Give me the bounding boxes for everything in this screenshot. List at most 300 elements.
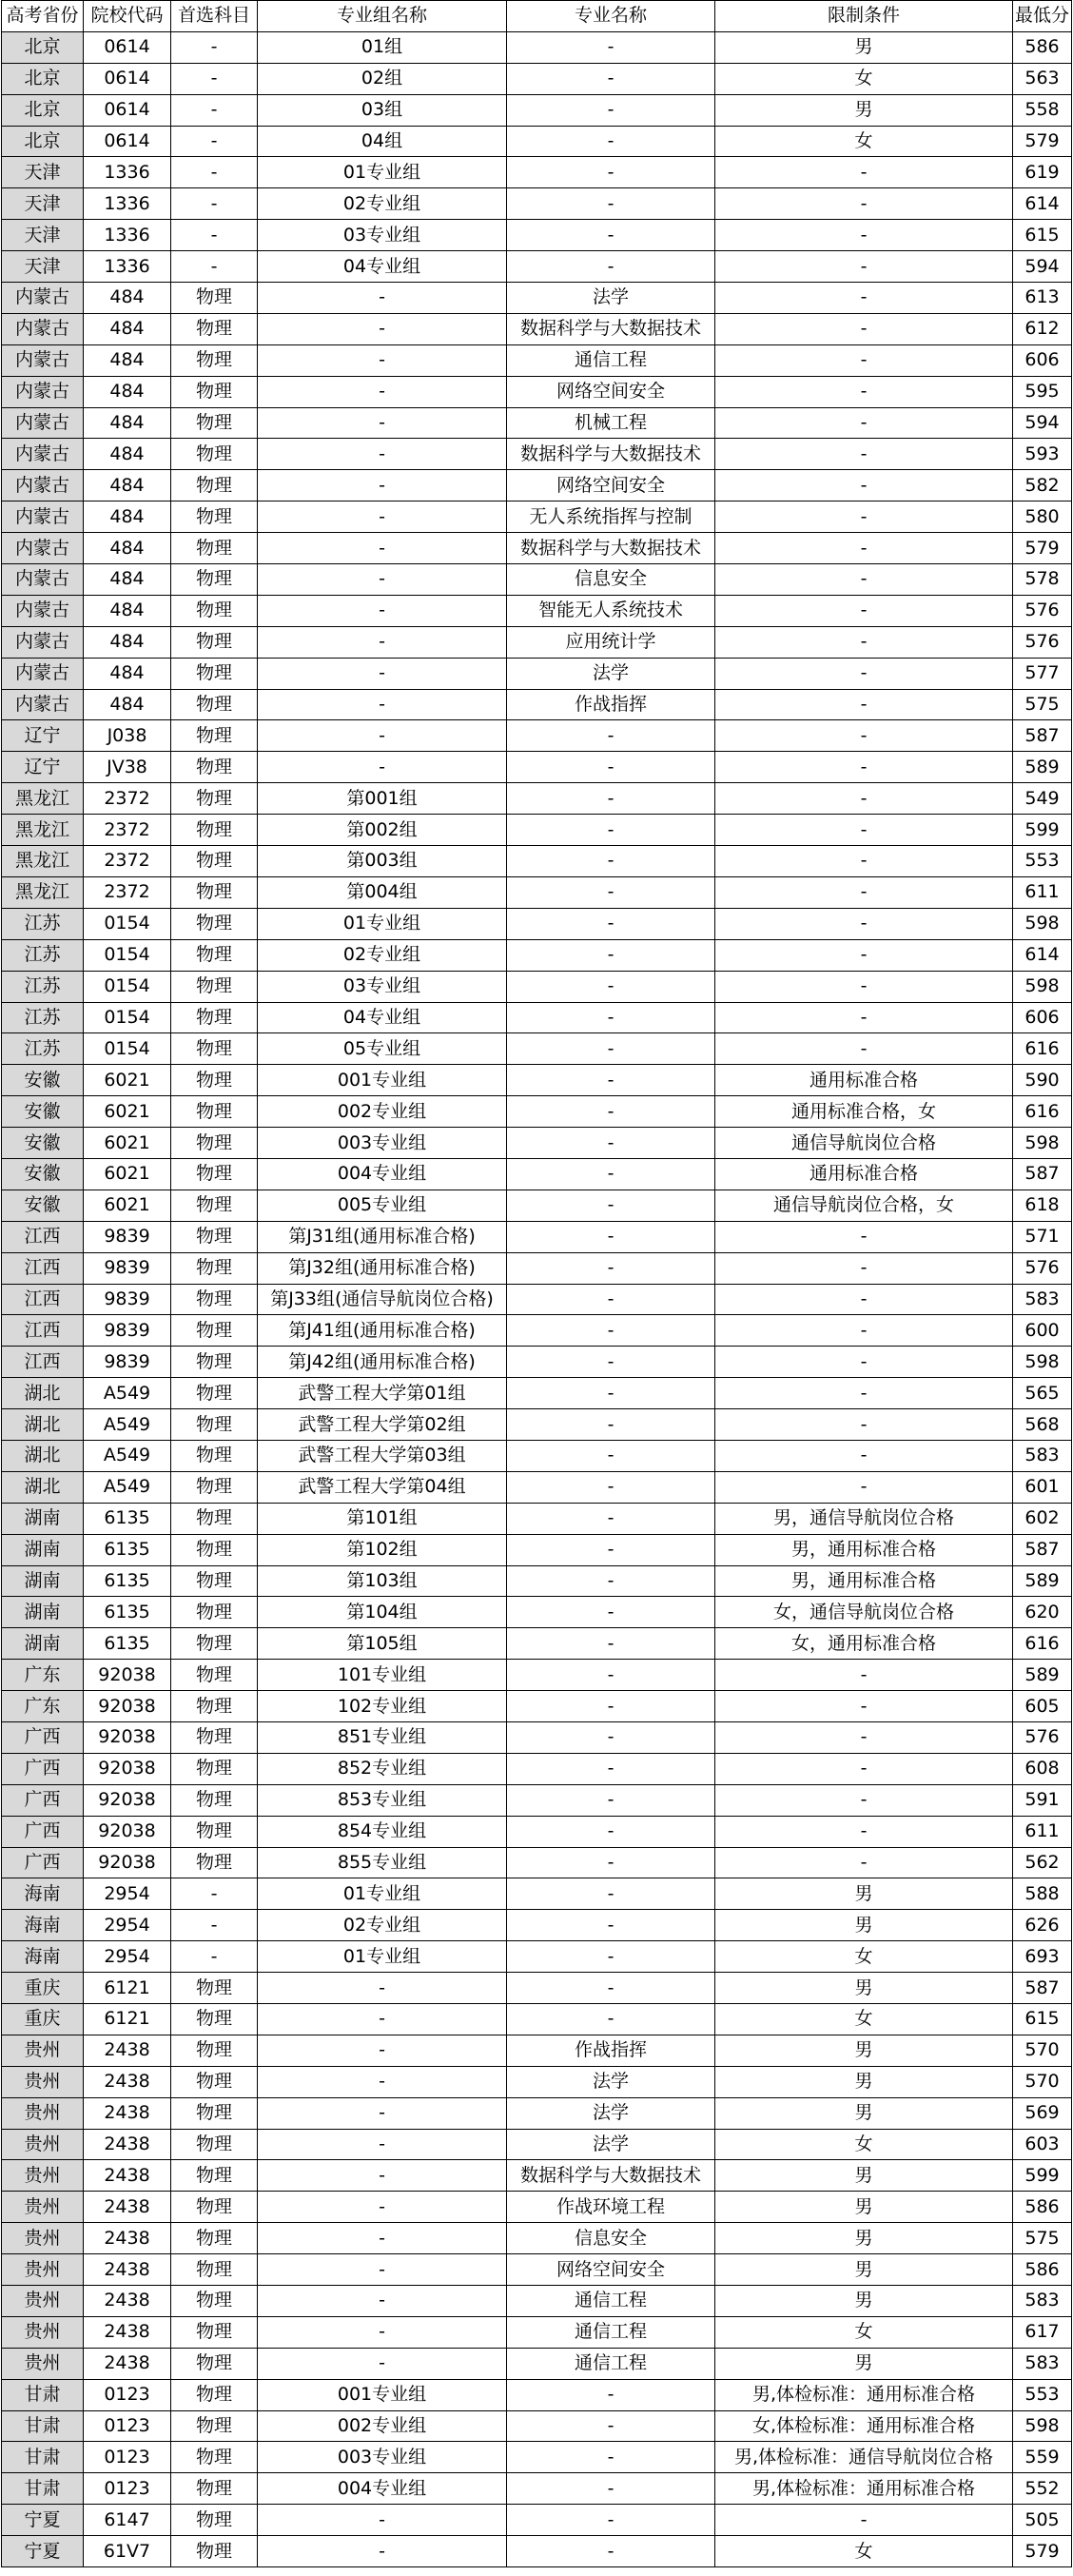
province-cell: 广西 bbox=[2, 1721, 84, 1753]
min-score-cell: 580 bbox=[1013, 501, 1072, 533]
restriction-cell: 通信导航岗位合格，女 bbox=[715, 1190, 1013, 1221]
major-name-cell: - bbox=[507, 1784, 715, 1816]
restriction-cell: - bbox=[715, 564, 1013, 596]
subject-cell: 物理 bbox=[171, 626, 258, 658]
subject-cell: 物理 bbox=[171, 783, 258, 815]
restriction-cell: - bbox=[715, 1284, 1013, 1315]
group-name-cell: 第003组 bbox=[258, 846, 507, 877]
table-row bbox=[2, 1628, 1072, 1660]
major-name-cell: - bbox=[507, 1628, 715, 1660]
min-score-cell: 553 bbox=[1013, 846, 1072, 877]
min-score-cell: 626 bbox=[1013, 1910, 1072, 1941]
group-name-cell: - bbox=[258, 564, 507, 596]
restriction-cell: 女 bbox=[715, 2004, 1013, 2035]
subject-cell: 物理 bbox=[171, 2442, 258, 2473]
restriction-cell: 男 bbox=[715, 2097, 1013, 2129]
table-row bbox=[2, 344, 1072, 376]
school-code-cell: 92038 bbox=[84, 1721, 171, 1753]
min-score-cell: 598 bbox=[1013, 908, 1072, 939]
subject-cell: 物理 bbox=[171, 376, 258, 407]
header-row bbox=[2, 1, 1072, 32]
restriction-cell: 男 bbox=[715, 2160, 1013, 2192]
subject-cell: 物理 bbox=[171, 1378, 258, 1409]
min-score-cell: 601 bbox=[1013, 1471, 1072, 1503]
restriction-cell: - bbox=[715, 1252, 1013, 1284]
province-cell: 安徽 bbox=[2, 1096, 84, 1128]
province-cell: 湖北 bbox=[2, 1440, 84, 1471]
major-name-cell: 网络空间安全 bbox=[507, 470, 715, 501]
subject-cell: 物理 bbox=[171, 1065, 258, 1096]
min-score-cell: 591 bbox=[1013, 1784, 1072, 1816]
province-cell: 贵州 bbox=[2, 2129, 84, 2160]
min-score-cell: 619 bbox=[1013, 157, 1072, 188]
min-score-cell: 587 bbox=[1013, 1534, 1072, 1565]
major-name-cell: 信息安全 bbox=[507, 2223, 715, 2254]
major-name-cell: - bbox=[507, 1284, 715, 1315]
subject-cell: 物理 bbox=[171, 1721, 258, 1753]
restriction-cell: - bbox=[715, 908, 1013, 939]
school-code-cell: 6021 bbox=[84, 1065, 171, 1096]
score-table bbox=[1, 0, 1072, 2567]
major-name-cell: - bbox=[507, 783, 715, 815]
group-name-cell: 002专业组 bbox=[258, 2410, 507, 2442]
school-code-cell: 61V7 bbox=[84, 2536, 171, 2567]
table-row bbox=[2, 1565, 1072, 1597]
school-code-cell: 484 bbox=[84, 407, 171, 439]
min-score-cell: 588 bbox=[1013, 1878, 1072, 1910]
school-code-cell: 6021 bbox=[84, 1190, 171, 1221]
min-score-cell: 598 bbox=[1013, 971, 1072, 1002]
table-row bbox=[2, 1534, 1072, 1565]
restriction-cell: - bbox=[715, 971, 1013, 1002]
school-code-cell: 6021 bbox=[84, 1128, 171, 1159]
province-cell: 贵州 bbox=[2, 2066, 84, 2097]
school-code-cell: 0614 bbox=[84, 94, 171, 126]
school-code-cell: 6121 bbox=[84, 1973, 171, 2004]
group-name-cell: 003专业组 bbox=[258, 1128, 507, 1159]
subject-cell: 物理 bbox=[171, 1753, 258, 1784]
major-name-cell: 无人系统指挥与控制 bbox=[507, 501, 715, 533]
group-name-cell: - bbox=[258, 2035, 507, 2066]
subject-cell: - bbox=[171, 251, 258, 283]
major-name-cell: - bbox=[507, 1565, 715, 1597]
subject-cell: 物理 bbox=[171, 2536, 258, 2567]
province-cell: 宁夏 bbox=[2, 2505, 84, 2536]
province-cell: 内蒙古 bbox=[2, 376, 84, 407]
restriction-cell: - bbox=[715, 188, 1013, 220]
min-score-cell: 599 bbox=[1013, 815, 1072, 846]
group-name-cell: 02专业组 bbox=[258, 188, 507, 220]
table-row bbox=[2, 1033, 1072, 1065]
province-cell: 甘肃 bbox=[2, 2379, 84, 2410]
table-row bbox=[2, 94, 1072, 126]
school-code-cell: 92038 bbox=[84, 1847, 171, 1878]
group-name-cell: 001专业组 bbox=[258, 1065, 507, 1096]
major-name-cell: - bbox=[507, 1721, 715, 1753]
table-row bbox=[2, 1252, 1072, 1284]
school-code-cell: 0123 bbox=[84, 2410, 171, 2442]
major-name-cell: 通信工程 bbox=[507, 2286, 715, 2317]
subject-cell: 物理 bbox=[171, 752, 258, 783]
restriction-cell: - bbox=[715, 501, 1013, 533]
table-row bbox=[2, 2129, 1072, 2160]
subject-cell: 物理 bbox=[171, 2129, 258, 2160]
restriction-cell: - bbox=[715, 1721, 1013, 1753]
min-score-cell: 618 bbox=[1013, 1190, 1072, 1221]
restriction-cell: 通信导航岗位合格 bbox=[715, 1128, 1013, 1159]
major-name-cell: - bbox=[507, 2505, 715, 2536]
min-score-cell: 583 bbox=[1013, 1284, 1072, 1315]
province-cell: 内蒙古 bbox=[2, 595, 84, 626]
subject-cell: 物理 bbox=[171, 939, 258, 971]
restriction-cell: 女 bbox=[715, 2129, 1013, 2160]
school-code-cell: 0614 bbox=[84, 63, 171, 94]
school-code-cell: 1336 bbox=[84, 157, 171, 188]
min-score-cell: 563 bbox=[1013, 63, 1072, 94]
group-name-cell: - bbox=[258, 344, 507, 376]
school-code-cell: 484 bbox=[84, 313, 171, 344]
school-code-cell: 2438 bbox=[84, 2348, 171, 2379]
province-cell: 内蒙古 bbox=[2, 470, 84, 501]
group-name-cell: 01专业组 bbox=[258, 157, 507, 188]
major-name-cell: - bbox=[507, 908, 715, 939]
school-code-cell: 0154 bbox=[84, 908, 171, 939]
table-row bbox=[2, 1471, 1072, 1503]
province-cell: 江西 bbox=[2, 1221, 84, 1252]
subject-cell: 物理 bbox=[171, 1158, 258, 1190]
min-score-cell: 583 bbox=[1013, 1440, 1072, 1471]
restriction-cell: 男 bbox=[715, 1878, 1013, 1910]
province-cell: 贵州 bbox=[2, 2160, 84, 2192]
major-name-cell: 法学 bbox=[507, 2129, 715, 2160]
min-score-cell: 589 bbox=[1013, 1660, 1072, 1691]
province-cell: 江西 bbox=[2, 1252, 84, 1284]
restriction-cell: 男 bbox=[715, 2254, 1013, 2286]
province-cell: 江苏 bbox=[2, 908, 84, 939]
restriction-cell: - bbox=[715, 313, 1013, 344]
restriction-cell: - bbox=[715, 783, 1013, 815]
table-row bbox=[2, 1128, 1072, 1159]
major-name-cell: - bbox=[507, 1847, 715, 1878]
group-name-cell: 第104组 bbox=[258, 1597, 507, 1628]
table-row bbox=[2, 533, 1072, 564]
province-cell: 天津 bbox=[2, 220, 84, 251]
min-score-cell: 505 bbox=[1013, 2505, 1072, 2536]
subject-cell: 物理 bbox=[171, 815, 258, 846]
restriction-cell: - bbox=[715, 1002, 1013, 1033]
restriction-cell: 男，通用标准合格 bbox=[715, 1534, 1013, 1565]
min-score-cell: 598 bbox=[1013, 1128, 1072, 1159]
min-score-cell: 568 bbox=[1013, 1409, 1072, 1441]
table-row bbox=[2, 2442, 1072, 2473]
major-name-cell: - bbox=[507, 1158, 715, 1190]
major-name-cell: 数据科学与大数据技术 bbox=[507, 439, 715, 470]
group-name-cell: - bbox=[258, 1973, 507, 2004]
subject-cell: 物理 bbox=[171, 1691, 258, 1722]
table-row bbox=[2, 1597, 1072, 1628]
restriction-cell: - bbox=[715, 1378, 1013, 1409]
table-row bbox=[2, 2160, 1072, 2192]
school-code-cell: 484 bbox=[84, 376, 171, 407]
major-name-cell: 机械工程 bbox=[507, 407, 715, 439]
school-code-cell: A549 bbox=[84, 1440, 171, 1471]
group-name-cell: - bbox=[258, 2348, 507, 2379]
group-name-cell: 855专业组 bbox=[258, 1847, 507, 1878]
restriction-cell: 男 bbox=[715, 2192, 1013, 2223]
restriction-cell: - bbox=[715, 376, 1013, 407]
province-cell: 贵州 bbox=[2, 2286, 84, 2317]
province-cell: 贵州 bbox=[2, 2348, 84, 2379]
school-code-cell: A549 bbox=[84, 1409, 171, 1441]
min-score-cell: 569 bbox=[1013, 2097, 1072, 2129]
table-row bbox=[2, 595, 1072, 626]
major-name-cell: - bbox=[507, 1973, 715, 2004]
table-row bbox=[2, 658, 1072, 689]
subject-cell: 物理 bbox=[171, 2348, 258, 2379]
header-subject: 首选科目 bbox=[171, 1, 258, 32]
restriction-cell: 男 bbox=[715, 2066, 1013, 2097]
group-name-cell: 04组 bbox=[258, 126, 507, 157]
min-score-cell: 600 bbox=[1013, 1315, 1072, 1347]
header-min-score: 最低分 bbox=[1013, 1, 1072, 32]
group-name-cell: 第001组 bbox=[258, 783, 507, 815]
school-code-cell: 0154 bbox=[84, 1033, 171, 1065]
min-score-cell: 589 bbox=[1013, 752, 1072, 783]
major-name-cell: - bbox=[507, 1033, 715, 1065]
province-cell: 贵州 bbox=[2, 2223, 84, 2254]
table-row bbox=[2, 1753, 1072, 1784]
group-name-cell: - bbox=[258, 501, 507, 533]
subject-cell: 物理 bbox=[171, 720, 258, 752]
min-score-cell: 598 bbox=[1013, 2410, 1072, 2442]
table-row bbox=[2, 626, 1072, 658]
school-code-cell: 484 bbox=[84, 439, 171, 470]
table-row bbox=[2, 1378, 1072, 1409]
restriction-cell: - bbox=[715, 533, 1013, 564]
min-score-cell: 589 bbox=[1013, 1565, 1072, 1597]
table-row bbox=[2, 501, 1072, 533]
table-row bbox=[2, 313, 1072, 344]
subject-cell: 物理 bbox=[171, 2473, 258, 2505]
school-code-cell: 2954 bbox=[84, 1910, 171, 1941]
school-code-cell: 2438 bbox=[84, 2035, 171, 2066]
table-row bbox=[2, 846, 1072, 877]
restriction-cell: 男,体检标准：通信导航岗位合格 bbox=[715, 2442, 1013, 2473]
school-code-cell: J038 bbox=[84, 720, 171, 752]
school-code-cell: 2372 bbox=[84, 783, 171, 815]
restriction-cell: 通用标准合格，女 bbox=[715, 1096, 1013, 1128]
major-name-cell: 数据科学与大数据技术 bbox=[507, 2160, 715, 2192]
min-score-cell: 616 bbox=[1013, 1096, 1072, 1128]
min-score-cell: 611 bbox=[1013, 1816, 1072, 1847]
min-score-cell: 612 bbox=[1013, 313, 1072, 344]
province-cell: 贵州 bbox=[2, 2097, 84, 2129]
restriction-cell: - bbox=[715, 939, 1013, 971]
major-name-cell: - bbox=[507, 1128, 715, 1159]
table-row bbox=[2, 1973, 1072, 2004]
province-cell: 湖南 bbox=[2, 1597, 84, 1628]
restriction-cell: - bbox=[715, 251, 1013, 283]
major-name-cell: - bbox=[507, 1409, 715, 1441]
major-name-cell: - bbox=[507, 63, 715, 94]
min-score-cell: 608 bbox=[1013, 1753, 1072, 1784]
subject-cell: - bbox=[171, 188, 258, 220]
min-score-cell: 616 bbox=[1013, 1033, 1072, 1065]
province-cell: 内蒙古 bbox=[2, 689, 84, 720]
school-code-cell: 9839 bbox=[84, 1221, 171, 1252]
restriction-cell: - bbox=[715, 220, 1013, 251]
min-score-cell: 614 bbox=[1013, 939, 1072, 971]
table-row bbox=[2, 908, 1072, 939]
group-name-cell: 004专业组 bbox=[258, 1158, 507, 1190]
subject-cell: 物理 bbox=[171, 1315, 258, 1347]
restriction-cell: - bbox=[715, 1847, 1013, 1878]
subject-cell: 物理 bbox=[171, 1816, 258, 1847]
school-code-cell: 2438 bbox=[84, 2286, 171, 2317]
school-code-cell: 9839 bbox=[84, 1315, 171, 1347]
school-code-cell: A549 bbox=[84, 1378, 171, 1409]
subject-cell: 物理 bbox=[171, 2066, 258, 2097]
subject-cell: 物理 bbox=[171, 1440, 258, 1471]
min-score-cell: 583 bbox=[1013, 2286, 1072, 2317]
table-row bbox=[2, 2473, 1072, 2505]
subject-cell: 物理 bbox=[171, 2192, 258, 2223]
subject-cell: 物理 bbox=[171, 1597, 258, 1628]
group-name-cell: - bbox=[258, 2286, 507, 2317]
min-score-cell: 576 bbox=[1013, 595, 1072, 626]
province-cell: 黑龙江 bbox=[2, 815, 84, 846]
group-name-cell: - bbox=[258, 2129, 507, 2160]
subject-cell: - bbox=[171, 1941, 258, 1973]
school-code-cell: 9839 bbox=[84, 1347, 171, 1378]
major-name-cell: - bbox=[507, 1002, 715, 1033]
province-cell: 江苏 bbox=[2, 1033, 84, 1065]
group-name-cell: - bbox=[258, 470, 507, 501]
restriction-cell: 男 bbox=[715, 2348, 1013, 2379]
subject-cell: - bbox=[171, 1910, 258, 1941]
subject-cell: 物理 bbox=[171, 2035, 258, 2066]
major-name-cell: 通信工程 bbox=[507, 2348, 715, 2379]
subject-cell: 物理 bbox=[171, 2223, 258, 2254]
group-name-cell: 第004组 bbox=[258, 876, 507, 908]
min-score-cell: 693 bbox=[1013, 1941, 1072, 1973]
group-name-cell: - bbox=[258, 752, 507, 783]
province-cell: 安徽 bbox=[2, 1158, 84, 1190]
min-score-cell: 615 bbox=[1013, 2004, 1072, 2035]
subject-cell: 物理 bbox=[171, 689, 258, 720]
province-cell: 宁夏 bbox=[2, 2536, 84, 2567]
restriction-cell: - bbox=[715, 752, 1013, 783]
group-name-cell: - bbox=[258, 2160, 507, 2192]
group-name-cell: 005专业组 bbox=[258, 1190, 507, 1221]
min-score-cell: 565 bbox=[1013, 1378, 1072, 1409]
header-province: 高考省份 bbox=[2, 1, 84, 32]
restriction-cell: 通用标准合格 bbox=[715, 1158, 1013, 1190]
province-cell: 海南 bbox=[2, 1910, 84, 1941]
school-code-cell: 6135 bbox=[84, 1597, 171, 1628]
min-score-cell: 594 bbox=[1013, 251, 1072, 283]
restriction-cell: - bbox=[715, 1471, 1013, 1503]
subject-cell: 物理 bbox=[171, 313, 258, 344]
major-name-cell: - bbox=[507, 94, 715, 126]
min-score-cell: 611 bbox=[1013, 876, 1072, 908]
major-name-cell: - bbox=[507, 1534, 715, 1565]
school-code-cell: 92038 bbox=[84, 1753, 171, 1784]
province-cell: 甘肃 bbox=[2, 2442, 84, 2473]
province-cell: 江西 bbox=[2, 1284, 84, 1315]
table-row bbox=[2, 2536, 1072, 2567]
major-name-cell: - bbox=[507, 971, 715, 1002]
min-score-cell: 576 bbox=[1013, 1721, 1072, 1753]
province-cell: 江西 bbox=[2, 1315, 84, 1347]
school-code-cell: 2954 bbox=[84, 1878, 171, 1910]
subject-cell: 物理 bbox=[171, 1221, 258, 1252]
major-name-cell: - bbox=[507, 1315, 715, 1347]
table-row bbox=[2, 1503, 1072, 1534]
group-name-cell: - bbox=[258, 2097, 507, 2129]
province-cell: 天津 bbox=[2, 188, 84, 220]
min-score-cell: 587 bbox=[1013, 1973, 1072, 2004]
group-name-cell: 第101组 bbox=[258, 1503, 507, 1534]
restriction-cell: - bbox=[715, 658, 1013, 689]
group-name-cell: 01组 bbox=[258, 31, 507, 63]
subject-cell: 物理 bbox=[171, 971, 258, 1002]
table-row bbox=[2, 1910, 1072, 1941]
province-cell: 安徽 bbox=[2, 1128, 84, 1159]
school-code-cell: 2438 bbox=[84, 2129, 171, 2160]
subject-cell: 物理 bbox=[171, 2505, 258, 2536]
group-name-cell: 851专业组 bbox=[258, 1721, 507, 1753]
group-name-cell: 02组 bbox=[258, 63, 507, 94]
group-name-cell: - bbox=[258, 626, 507, 658]
subject-cell: 物理 bbox=[171, 501, 258, 533]
group-name-cell: 第J41组(通用标准合格) bbox=[258, 1315, 507, 1347]
subject-cell: 物理 bbox=[171, 1284, 258, 1315]
restriction-cell: 女 bbox=[715, 63, 1013, 94]
school-code-cell: 6021 bbox=[84, 1096, 171, 1128]
subject-cell: 物理 bbox=[171, 407, 258, 439]
restriction-cell: - bbox=[715, 595, 1013, 626]
table-row bbox=[2, 564, 1072, 596]
major-name-cell: - bbox=[507, 1471, 715, 1503]
school-code-cell: 2438 bbox=[84, 2254, 171, 2286]
major-name-cell: - bbox=[507, 1753, 715, 1784]
school-code-cell: 0154 bbox=[84, 939, 171, 971]
table-row bbox=[2, 2035, 1072, 2066]
group-name-cell: 02专业组 bbox=[258, 1910, 507, 1941]
group-name-cell: 03专业组 bbox=[258, 971, 507, 1002]
group-name-cell: 002专业组 bbox=[258, 1096, 507, 1128]
province-cell: 黑龙江 bbox=[2, 846, 84, 877]
group-name-cell: 第J33组(通信导航岗位合格) bbox=[258, 1284, 507, 1315]
major-name-cell: 网络空间安全 bbox=[507, 2254, 715, 2286]
min-score-cell: 579 bbox=[1013, 2536, 1072, 2567]
province-cell: 湖南 bbox=[2, 1565, 84, 1597]
restriction-cell: - bbox=[715, 846, 1013, 877]
group-name-cell: 003专业组 bbox=[258, 2442, 507, 2473]
province-cell: 广西 bbox=[2, 1847, 84, 1878]
subject-cell: 物理 bbox=[171, 658, 258, 689]
subject-cell: 物理 bbox=[171, 1847, 258, 1878]
province-cell: 海南 bbox=[2, 1941, 84, 1973]
major-name-cell: - bbox=[507, 188, 715, 220]
school-code-cell: 92038 bbox=[84, 1816, 171, 1847]
subject-cell: 物理 bbox=[171, 1252, 258, 1284]
min-score-cell: 586 bbox=[1013, 2192, 1072, 2223]
table-row bbox=[2, 1158, 1072, 1190]
group-name-cell: 05专业组 bbox=[258, 1033, 507, 1065]
school-code-cell: 484 bbox=[84, 564, 171, 596]
